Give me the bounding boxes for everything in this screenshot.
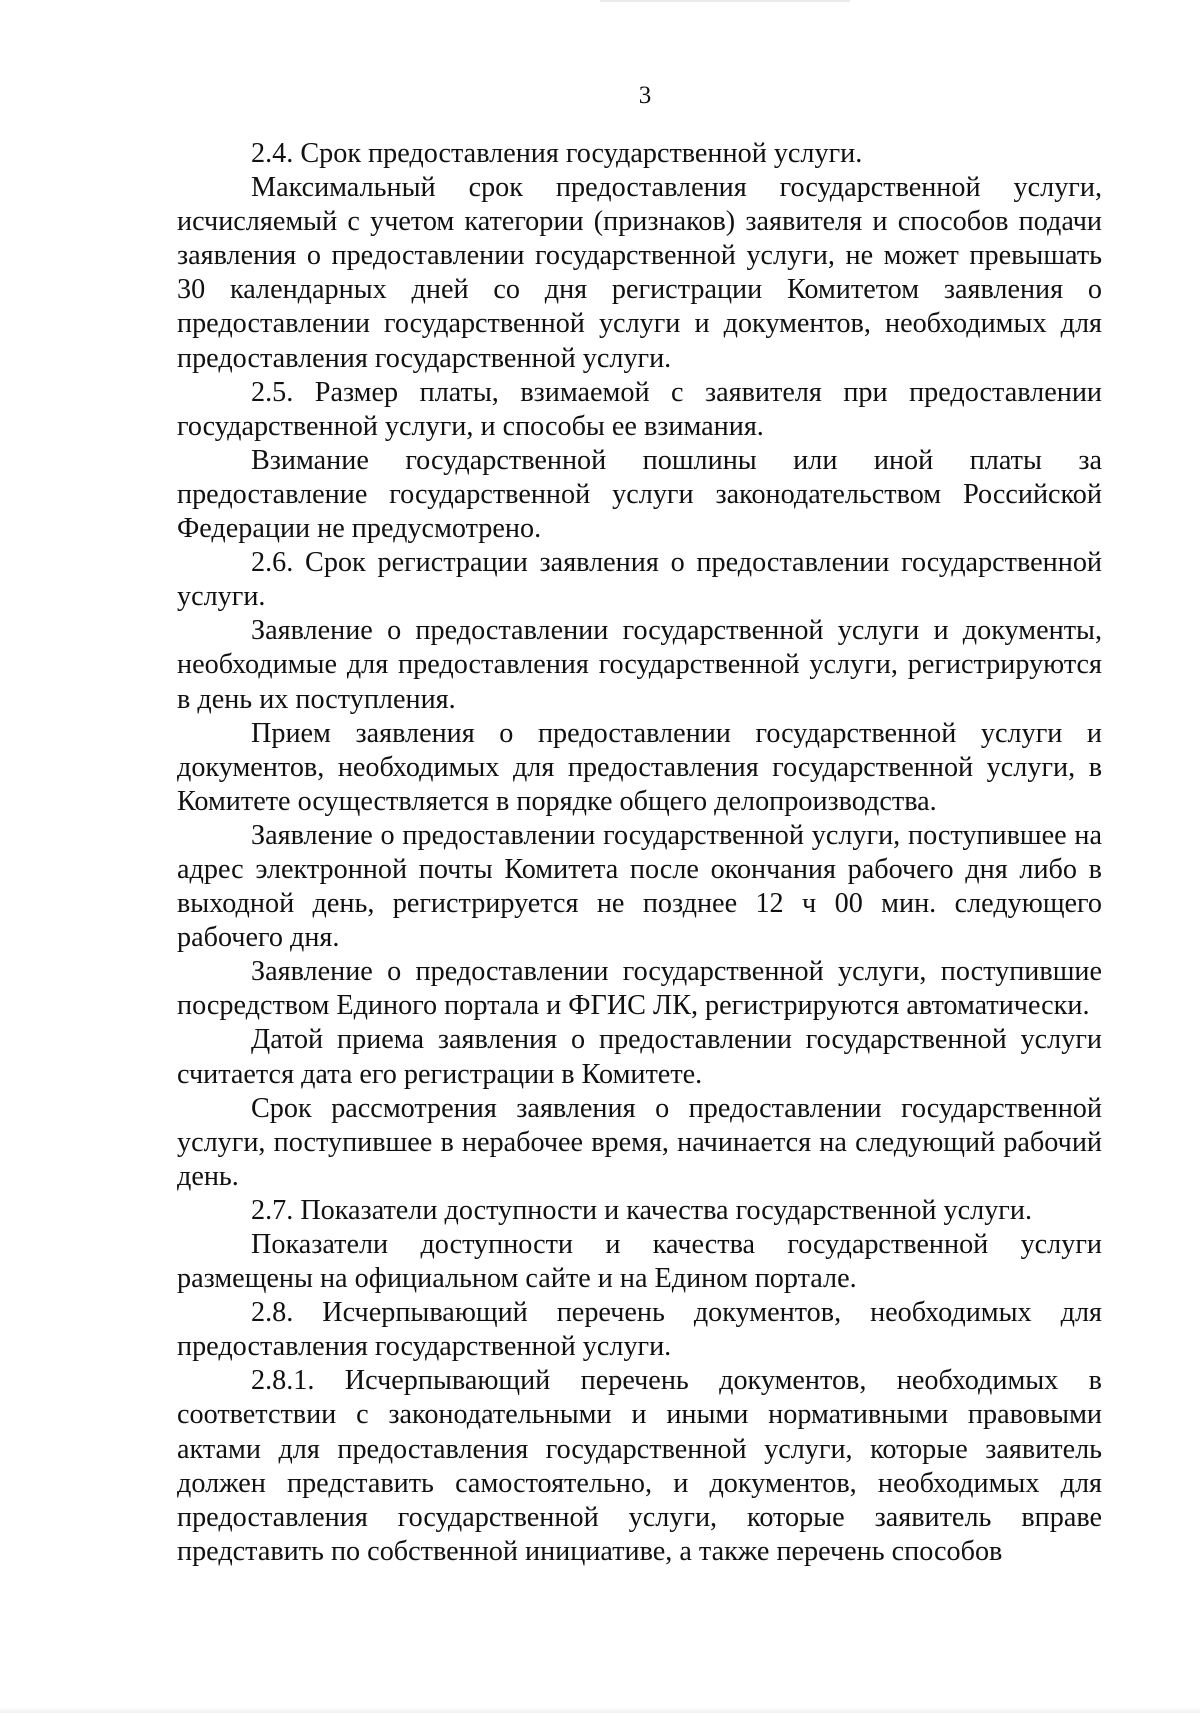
paragraph: Заявление о предоставлении государственной услуги и документы, необходимые для предоставления государственной услуги, регистрируются в день их поступления. [177,615,1102,715]
section-heading-2-6: 2.6. Срок регистрации заявления о предоставлении государственной услуги. [177,547,1102,613]
paragraph: Прием заявления о предоставлении государственной услуги и документов, необходимых для предоставления государственной услуги, в Комитете осуществляется в порядке общего делопроизводства. [177,717,1102,817]
document-body [177,137,1102,1569]
section-heading-2-8: 2.8. Исчерпывающий перечень документов, необходимых для предоставления государственной услуги. [177,1297,1102,1363]
section-heading-2-5: 2.5. Размер платы, взимаемой с заявителя при предоставлении государственной услуги, и способы ее взимания. [177,376,1102,442]
section-heading-2-4: 2.4. Срок предоставления государственной услуги. [251,138,863,169]
paragraph: Показатели доступности и качества государственной услуги размещены на официальном сайте и на Едином портале. [177,1229,1102,1295]
paragraph: Заявление о предоставлении государственной услуги, поступившее на адрес электронной почты Комитета после окончания рабочего дня либо в выходной день, регистрируется не позднее 12 ч 00 мин. следующего рабочего дня. [177,819,1102,954]
section-heading-2-7: 2.7. Показатели доступности и качества государственной услуги. [251,1194,1033,1226]
scan-artifact [600,0,850,2]
paragraph: Максимальный срок предоставления государственной услуги, исчисляемый с учетом категории (признаков) заявителя и способов подачи заявления о предоставлении государственной услуги, не может превышать 30 календарных дней со дня регистрации Комитетом заявления о предоставлении государственной услуги и документов, необходимых для предоставления государственной услуги. [177,172,1102,374]
page-number: 3 [638,82,652,109]
paragraph: Заявление о предоставлении государственной услуги, поступившие посредством Единого портала и ФГИС ЛК, регистрируются автоматически. [177,956,1102,1022]
section-heading-2-8-1: 2.8.1. Исчерпывающий перечень документов, необходимых в соответствии с законодательными и иными нормативными правовыми актами для предоставления государственной услуги, которые заявитель должен представить самостоятельно, и документов, необходимых для предоставления государственной услуги, которые заявитель вправе представить по собственной инициативе, а также перечень способов [177,1365,1102,1567]
paragraph: Срок рассмотрения заявления о предоставлении государственной услуги, поступившее в нерабочее время, начинается на следующий рабочий день. [177,1092,1102,1192]
paragraph: Взимание государственной пошлины или иной платы за предоставление государственной услуги законодательством Российской Федерации не предусмотрено. [177,444,1102,545]
paragraph: Датой приема заявления о предоставлении государственной услуги считается дата его регистрации в Комитете. [177,1024,1102,1090]
scan-edge-shadow [0,1707,1200,1713]
